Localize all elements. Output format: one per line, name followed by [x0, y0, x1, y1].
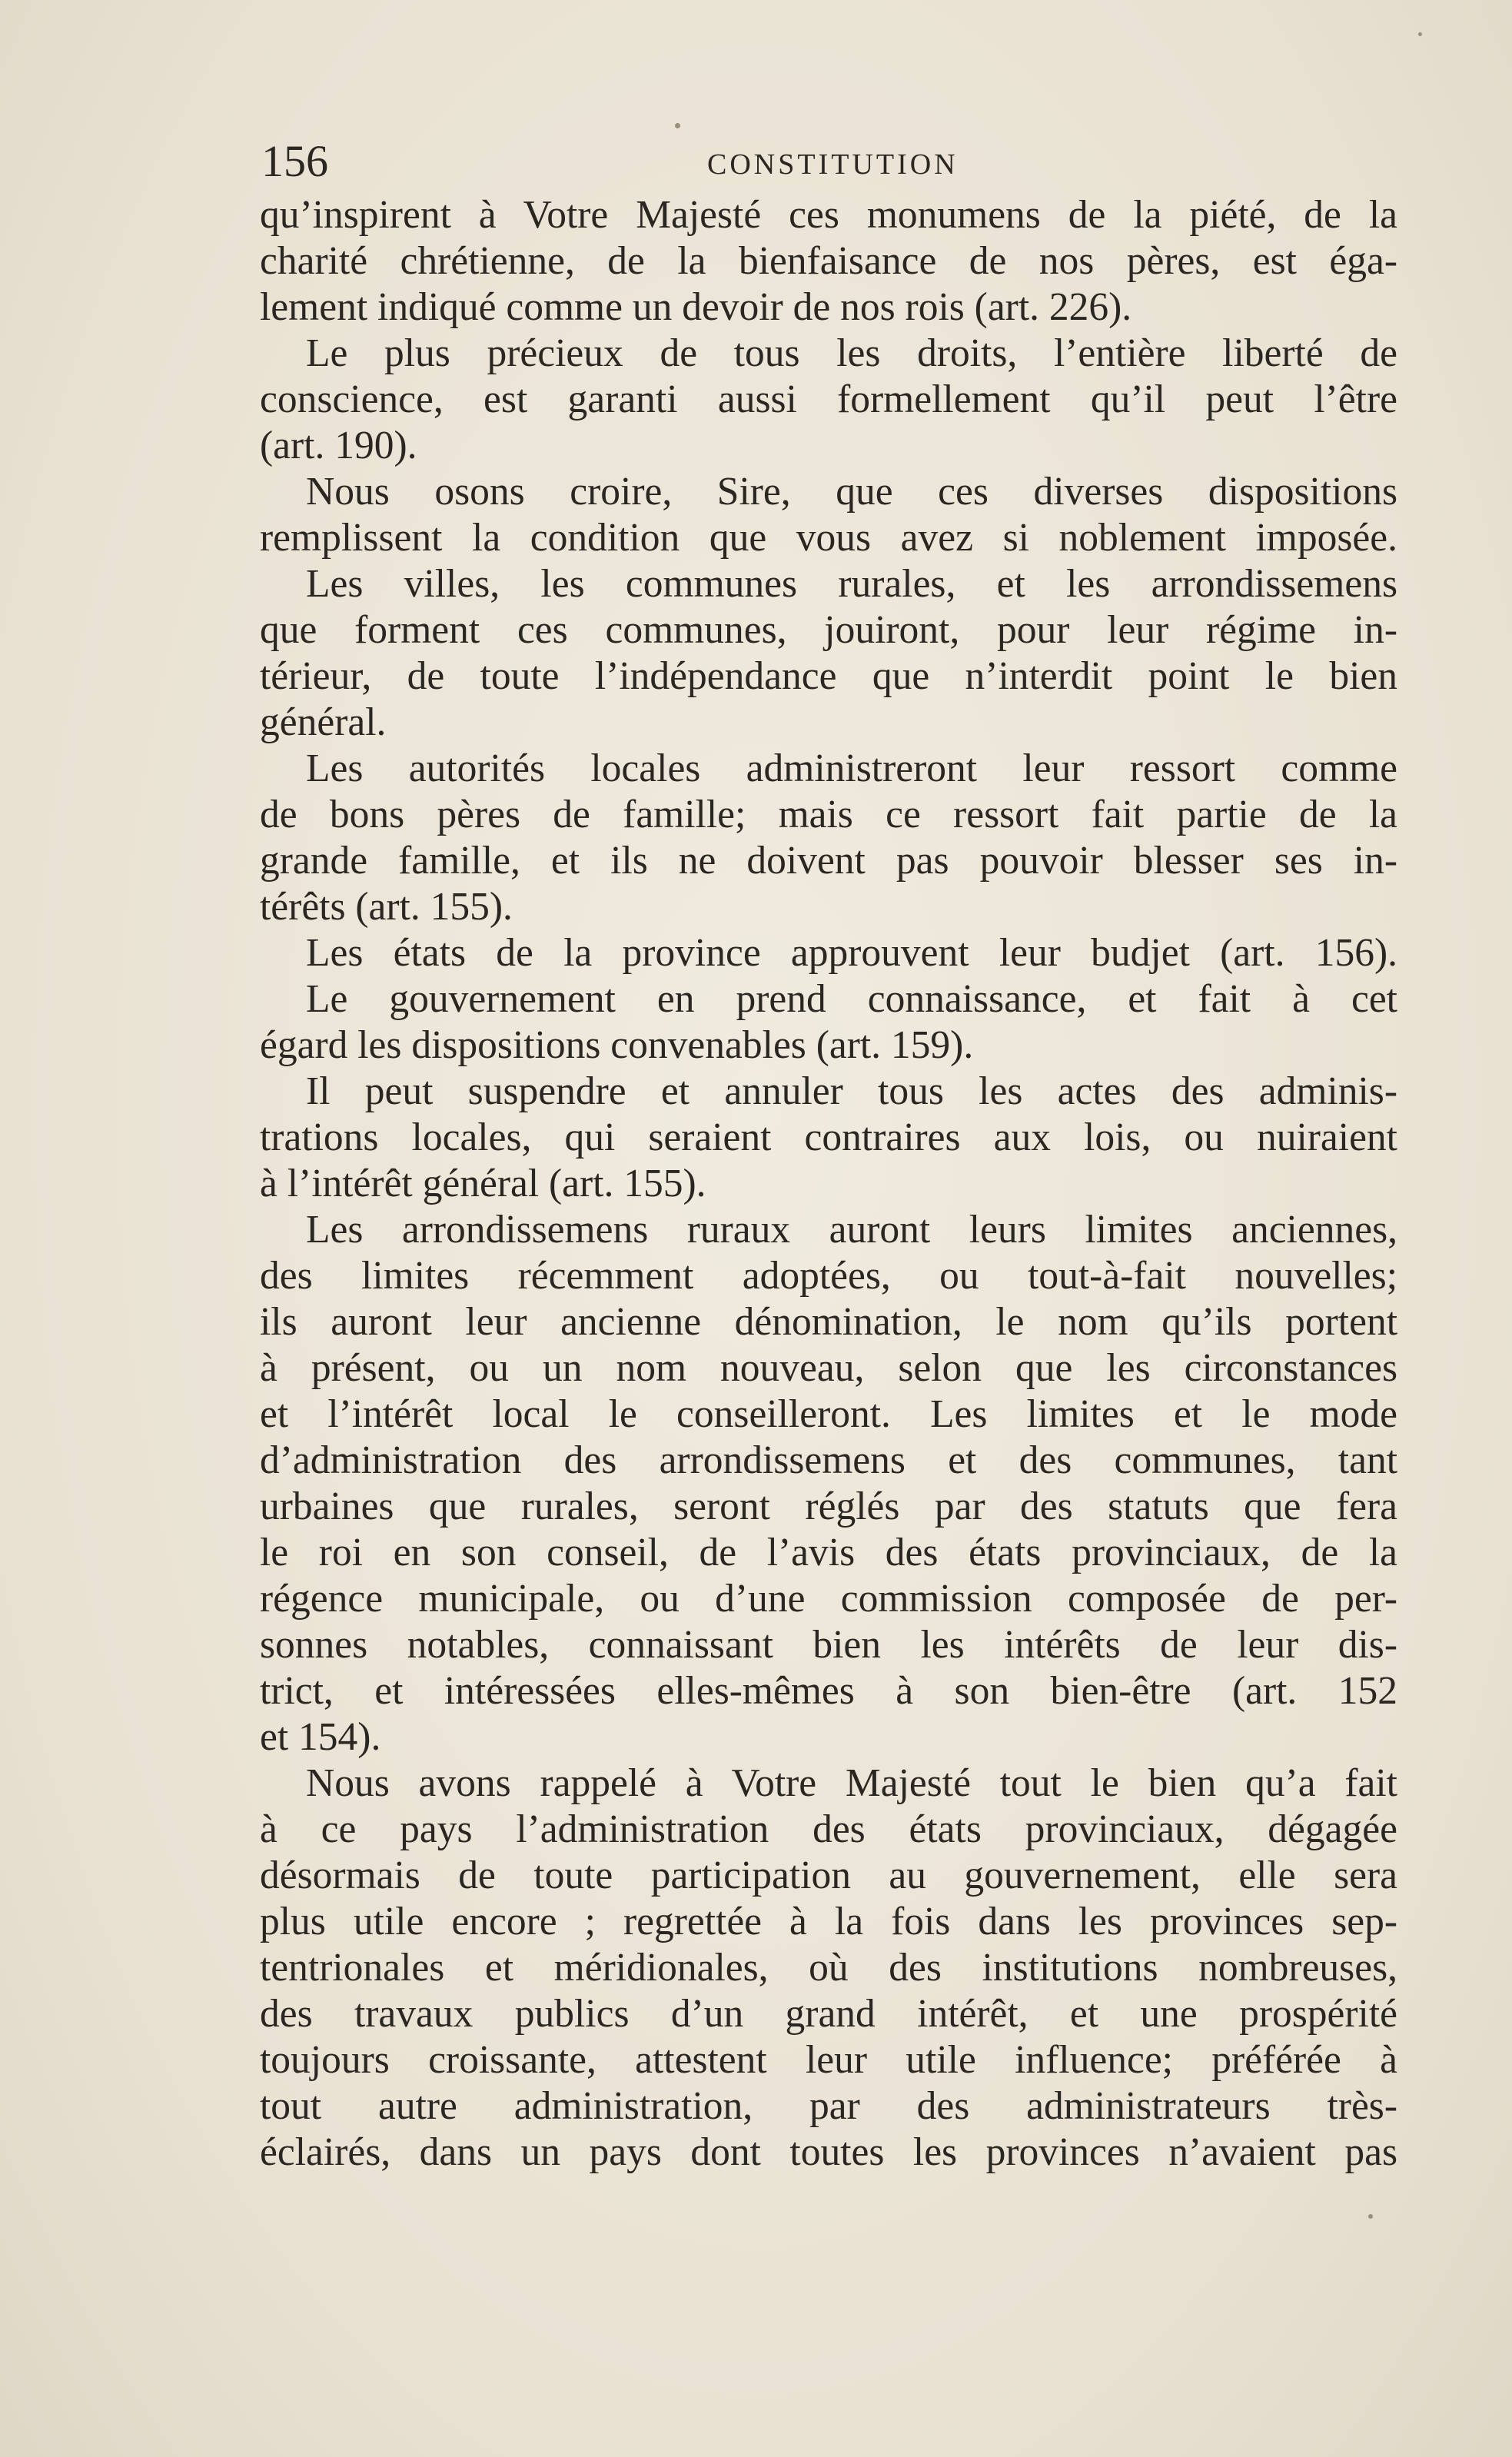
text-line: sonnes notables, connaissant bien les intérêts de leur dis-: [260, 1623, 1397, 1667]
text-line: le roi en son conseil, de l’avis des états provinciaux, de la: [260, 1531, 1397, 1574]
text-line: grande famille, et ils ne doivent pas pouvoir blesser ses in-: [260, 839, 1397, 883]
text-line: et l’intérêt local le conseilleront. Les limites et le mode: [260, 1392, 1397, 1436]
text-line: urbaines que rurales, seront réglés par des statuts que fera: [260, 1485, 1397, 1528]
text-line: à ce pays l’administration des états provinciaux, dégagée: [260, 1807, 1397, 1851]
text-line: Nous osons croire, Sire, que ces diverses dispositions: [306, 470, 1397, 514]
paper-speck: [675, 123, 680, 128]
text-line: à présent, ou un nom nouveau, selon que les circonstances: [260, 1346, 1397, 1390]
paper-speck: [1368, 2214, 1373, 2219]
page-header: [261, 135, 1399, 189]
page-number: 156: [261, 136, 328, 186]
text-line: Les autorités locales administreront leur ressort comme: [306, 746, 1397, 790]
text-line: Les états de la province approuvent leur budjet (art. 156).: [306, 931, 1397, 975]
text-line: à l’intérêt général (art. 155).: [260, 1162, 706, 1205]
text-line: (art. 190).: [260, 424, 417, 467]
text-line: qu’inspirent à Votre Majesté ces monumens de la piété, de la: [260, 193, 1397, 237]
text-line: Les villes, les communes rurales, et les arrondissemens: [306, 562, 1397, 606]
text-line: ils auront leur ancienne dénomination, le nom qu’ils portent: [260, 1300, 1397, 1344]
text-line: plus utile encore ; regrettée à la fois dans les provinces sep-: [260, 1900, 1397, 1943]
text-line: charité chrétienne, de la bienfaisance de nos pères, est éga-: [260, 239, 1397, 283]
text-line: de bons pères de famille; mais ce ressort fait partie de la: [260, 793, 1397, 836]
text-line: égard les dispositions convenables (art. 159).: [260, 1023, 974, 1067]
text-line: Il peut suspendre et annuler tous les actes des adminis-: [306, 1069, 1397, 1113]
text-line: térêts (art. 155).: [260, 885, 513, 929]
text-line: toujours croissante, attestent leur utile influence; préférée à: [260, 2038, 1397, 2082]
text-line: régence municipale, ou d’une commission composée de per-: [260, 1577, 1397, 1621]
running-title: CONSTITUTION: [707, 148, 959, 181]
text-line: térieur, de toute l’indépendance que n’interdit point le bien: [260, 654, 1397, 698]
text-line: trict, et intéressées elles-mêmes à son bien-être (art. 152: [260, 1669, 1397, 1713]
text-line: conscience, est garanti aussi formellement qu’il peut l’être: [260, 377, 1397, 421]
text-line: et 154).: [260, 1715, 381, 1759]
text-line: Le gouvernement en prend connaissance, et fait à cet: [306, 977, 1397, 1021]
text-line: que forment ces communes, jouiront, pour leur régime in-: [260, 608, 1397, 652]
text-line: général.: [260, 700, 387, 744]
paper-speck: [1418, 32, 1422, 36]
text-line: éclairés, dans un pays dont toutes les provinces n’avaient pas: [260, 2130, 1397, 2174]
text-line: trations locales, qui seraient contraires aux lois, ou nuiraient: [260, 1115, 1397, 1159]
text-line: Le plus précieux de tous les droits, l’entière liberté de: [306, 331, 1397, 375]
text-line: remplissent la condition que vous avez si noblement imposée.: [260, 516, 1397, 560]
text-line: lement indiqué comme un devoir de nos rois (art. 226).: [260, 285, 1132, 329]
text-line: désormais de toute participation au gouvernement, elle sera: [260, 1854, 1397, 1897]
text-line: d’administration des arrondissemens et des communes, tant: [260, 1438, 1397, 1482]
text-line: des travaux publics d’un grand intérêt, et une prospérité: [260, 1992, 1397, 2036]
text-line: tentrionales et méridionales, où des institutions nombreuses,: [260, 1946, 1397, 1990]
text-line: Les arrondissemens ruraux auront leurs limites anciennes,: [306, 1208, 1397, 1252]
text-line: des limites récemment adoptées, ou tout-à-fait nouvelles;: [260, 1254, 1397, 1298]
body-text: [260, 192, 1397, 2176]
text-line: Nous avons rappelé à Votre Majesté tout le bien qu’a fait: [306, 1761, 1397, 1805]
text-line: tout autre administration, par des administrateurs très-: [260, 2084, 1397, 2128]
